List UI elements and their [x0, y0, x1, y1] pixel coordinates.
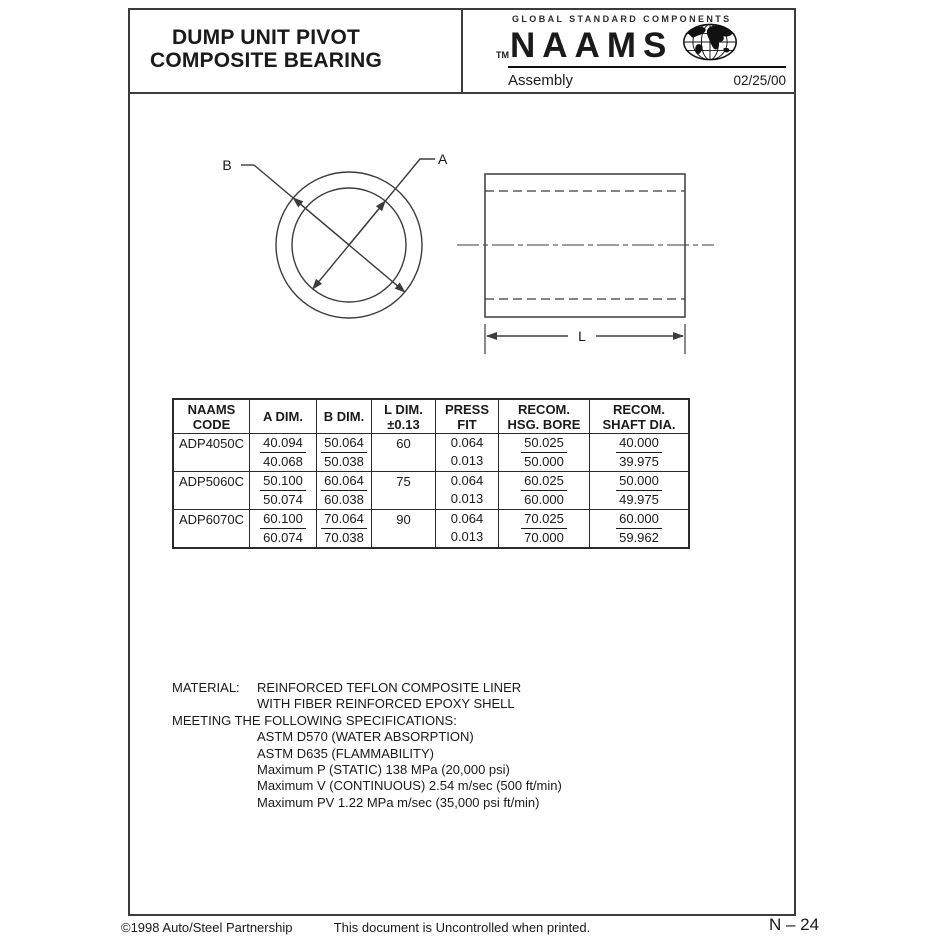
- cell-l-dim: 60: [372, 434, 436, 472]
- document-page: [128, 8, 796, 916]
- dimension-table: [172, 398, 690, 549]
- cell-b-dim: 60.064 60.038: [317, 472, 372, 510]
- brand-row: [496, 25, 788, 63]
- cell-hsg-bore: 70.025 70.000: [499, 510, 590, 549]
- cell-code: ADP5060C: [173, 472, 250, 510]
- cell-a-dim: 40.094 40.068: [250, 434, 317, 472]
- material-label: MATERIAL:: [172, 680, 240, 695]
- brand-underline: [508, 66, 786, 68]
- cell-code: ADP4050C: [173, 434, 250, 472]
- dim-line-a: [313, 159, 435, 289]
- col-header-naams-code: NAAMS CODE: [173, 399, 250, 434]
- col-header-b-dim: B DIM.: [317, 399, 372, 434]
- page-title-line1: DUMP UNIT PIVOT: [171, 26, 361, 49]
- spec-item: ASTM D635 (FLAMMABILITY): [257, 745, 434, 761]
- material-value-line2: WITH FIBER REINFORCED EPOXY SHELL: [257, 696, 515, 712]
- cell-press-fit: 0.064 0.013: [436, 434, 499, 472]
- spec-item: Maximum PV 1.22 MPa m/sec (35,000 psi ft/min): [257, 794, 540, 810]
- cell-code: ADP6070C: [173, 510, 250, 549]
- header-divider: [461, 10, 463, 92]
- brand-category: Assembly: [508, 72, 574, 89]
- page-number: N – 24: [769, 915, 820, 934]
- cylinder-outline: [485, 174, 685, 317]
- header: [130, 10, 794, 94]
- col-header-a-dim: A DIM.: [250, 399, 317, 434]
- cell-b-dim: 70.064 70.038: [317, 510, 372, 549]
- document-date: 02/25/00: [733, 73, 786, 88]
- cell-b-dim: 50.064 50.038: [317, 434, 372, 472]
- cell-a-dim: 50.100 50.074: [250, 472, 317, 510]
- dim-label-l: L: [578, 328, 586, 344]
- spec-item: ASTM D570 (WATER ABSORPTION): [257, 729, 474, 745]
- cell-press-fit: 0.064 0.013: [436, 510, 499, 549]
- spec-item: Maximum P (STATIC) 138 MPa (20,000 psi): [257, 762, 510, 778]
- brand-block: [496, 14, 788, 89]
- page-title: [130, 26, 402, 72]
- material-value-line1: REINFORCED TEFLON COMPOSITE LINER: [257, 680, 522, 695]
- trademark-symbol: TM: [496, 50, 509, 60]
- spec-item: Maximum V (CONTINUOUS) 2.54 m/sec (500 ft/min): [257, 778, 562, 794]
- meeting-specifications-line: MEETING THE FOLLOWING SPECIFICATIONS:: [172, 712, 457, 728]
- cell-l-dim: 90: [372, 510, 436, 549]
- dim-label-a: A: [438, 151, 448, 167]
- col-header-recom-hsg-bore: RECOM. HSG. BORE: [499, 399, 590, 434]
- brand-bottom-row: [508, 72, 786, 89]
- cell-shaft-dia: 50.000 49.975: [590, 472, 690, 510]
- brand-tagline: GLOBAL STANDARD COMPONENTS: [512, 14, 732, 24]
- table-row: [173, 472, 689, 510]
- col-header-l-dim: L DIM. ±0.13: [372, 399, 436, 434]
- col-header-recom-shaft-dia: RECOM. SHAFT DIA.: [590, 399, 690, 434]
- technical-drawing: [130, 94, 798, 398]
- cell-a-dim: 60.100 60.074: [250, 510, 317, 549]
- table-row: [173, 434, 689, 472]
- cell-shaft-dia: 40.000 39.975: [590, 434, 690, 472]
- dim-label-b: B: [222, 157, 232, 173]
- cell-hsg-bore: 50.025 50.000: [499, 434, 590, 472]
- globe-icon: [681, 22, 739, 62]
- uncontrolled-notice: This document is Uncontrolled when printed.: [333, 920, 591, 935]
- copyright-text: ©1998 Auto/Steel Partnership: [121, 920, 293, 935]
- col-header-press-fit: PRESS FIT: [436, 399, 499, 434]
- table-row: [173, 510, 689, 549]
- cell-hsg-bore: 60.025 60.000: [499, 472, 590, 510]
- material-line: [172, 680, 562, 696]
- material-specifications: [172, 680, 562, 811]
- table-header-row: [173, 399, 689, 434]
- cell-shaft-dia: 60.000 59.962: [590, 510, 690, 549]
- brand-logo-text: NAAMS: [510, 26, 674, 65]
- page-title-line2: COMPOSITE BEARING: [149, 49, 383, 72]
- cell-press-fit: 0.064 0.013: [436, 472, 499, 510]
- cell-l-dim: 75: [372, 472, 436, 510]
